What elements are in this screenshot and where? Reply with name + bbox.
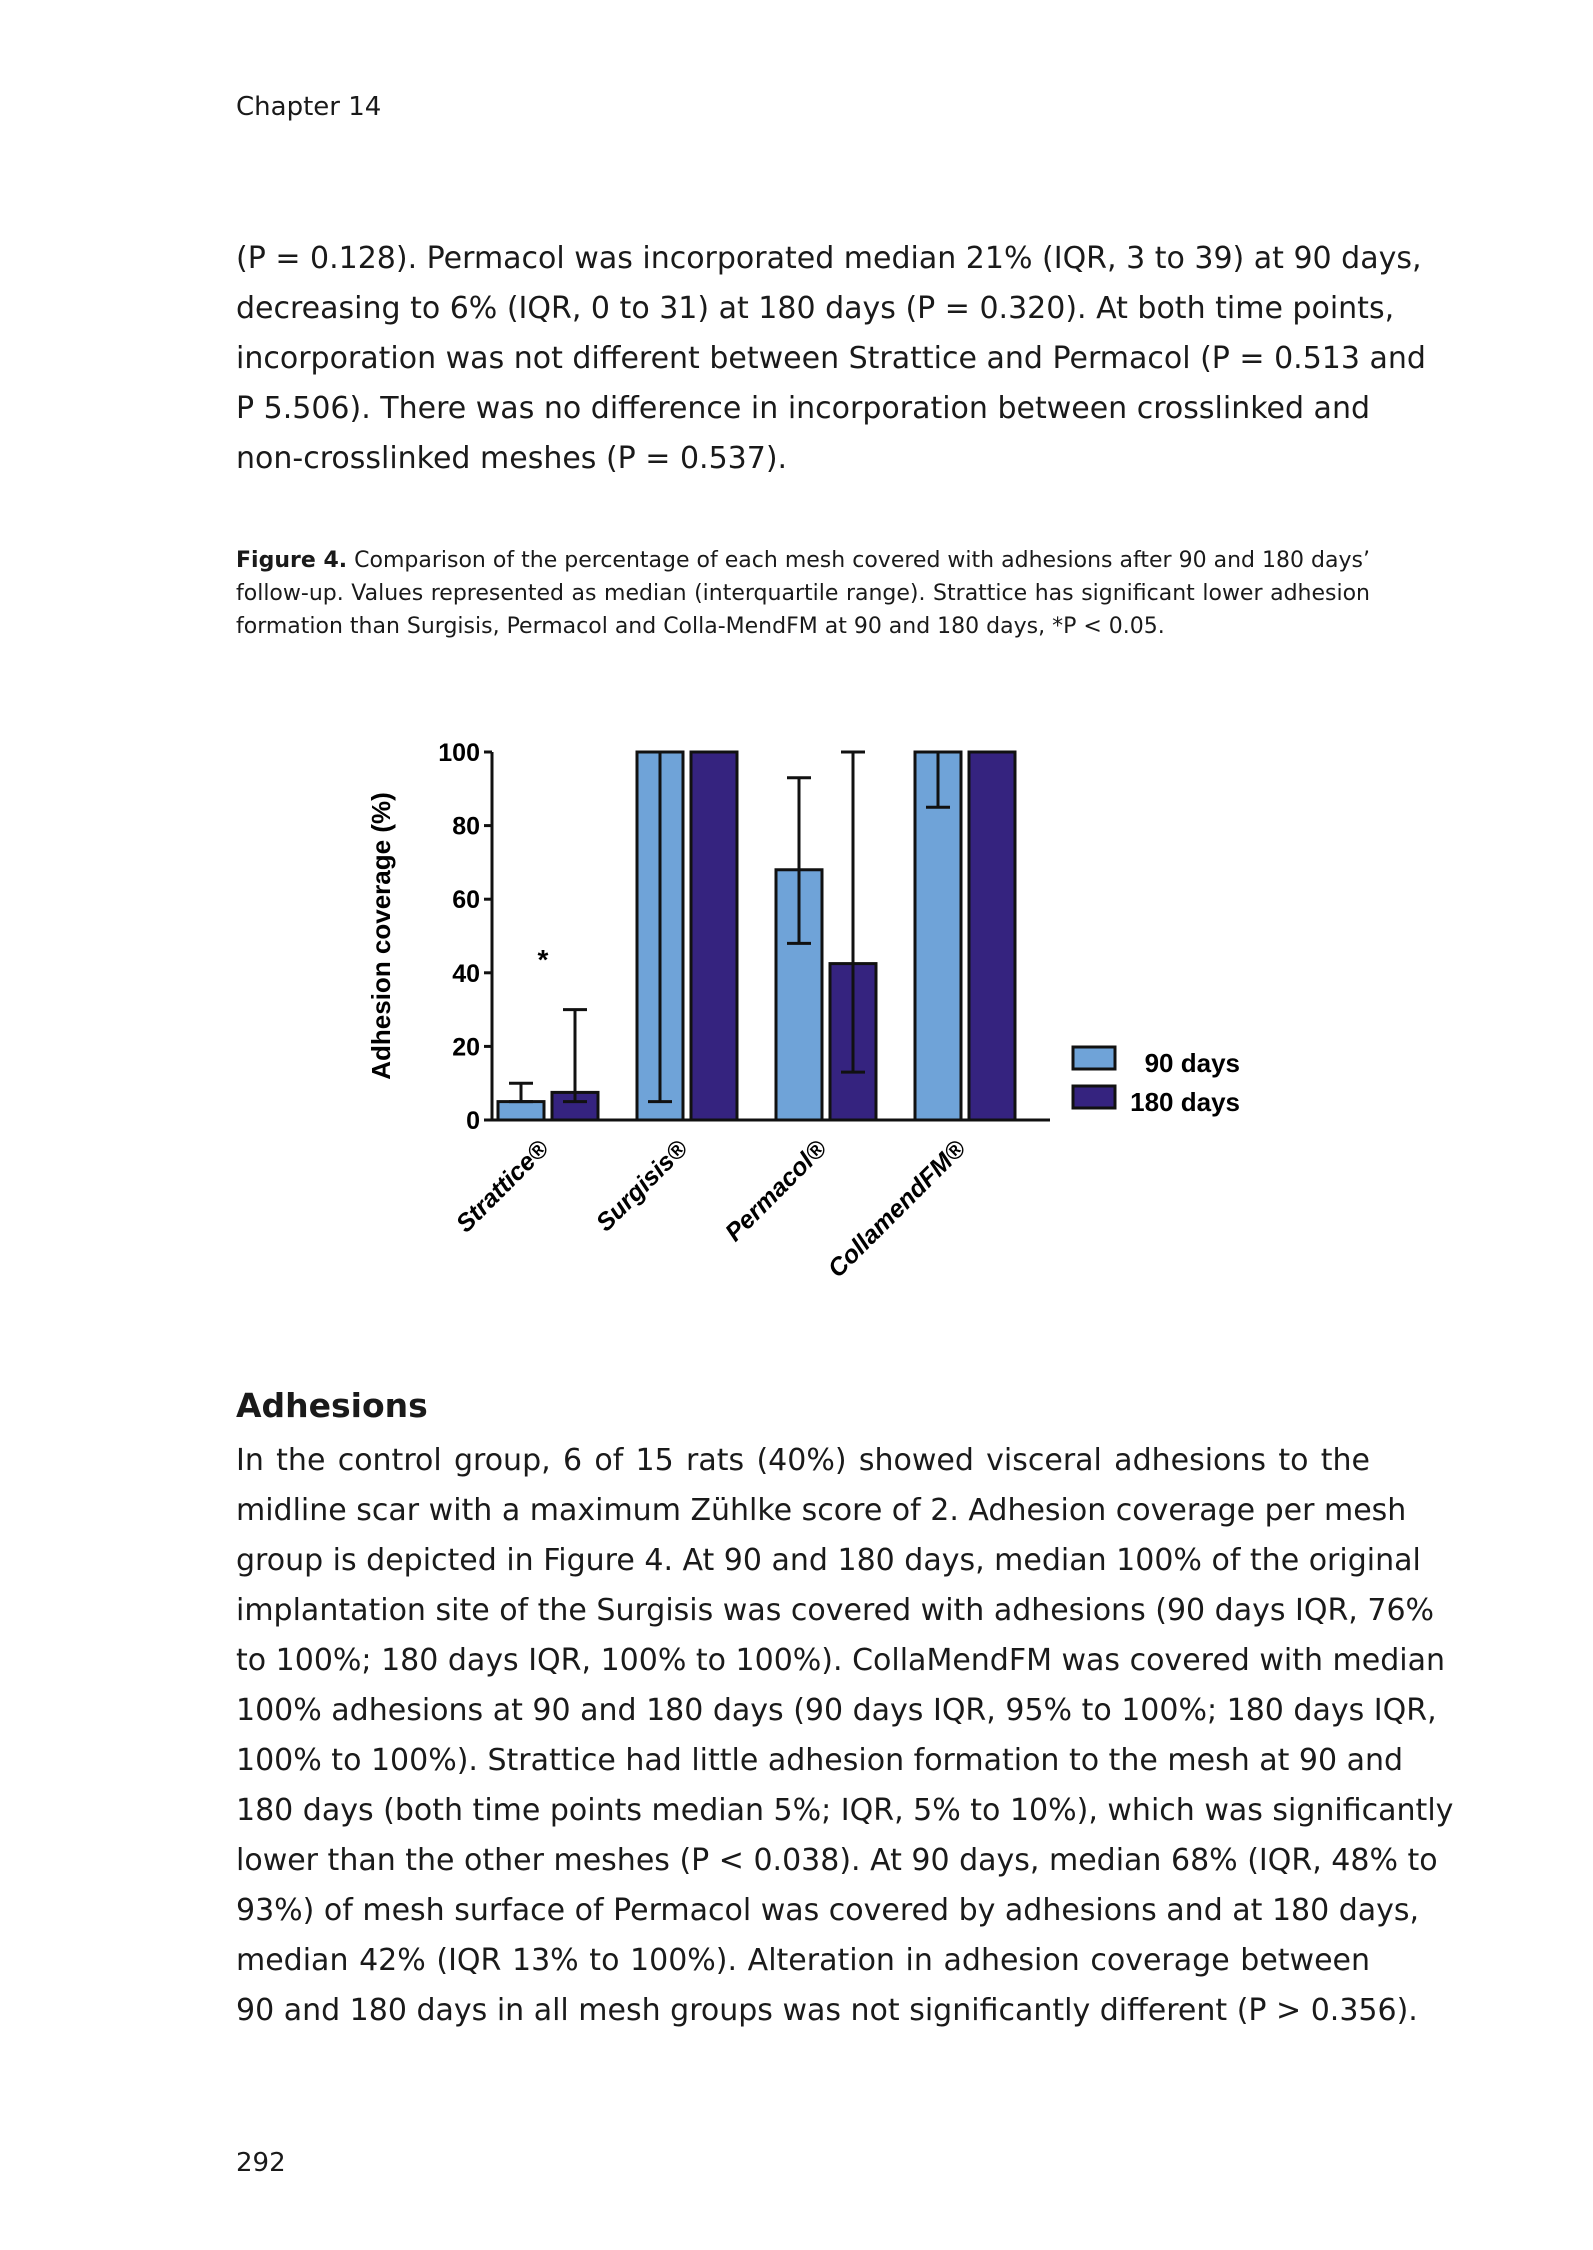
text-line: lower than the other meshes (P < 0.038). At 90 days, median 68% (IQR, 48% to [236,1843,1438,1878]
x-tick-label: CollamendFM® [822,1134,972,1284]
legend-swatch-90-days [1073,1047,1115,1069]
text-line: (P = 0.128). Permacol was incorporated median 21% (IQR, 3 to 39) at 90 days, [236,241,1422,276]
text-line: 90 and 180 days in all mesh groups was not significantly different (P > 0.356). [236,1993,1418,2028]
text-line: P 5.506). There was no difference in incorporation between crosslinked and [236,391,1370,426]
text-line: implantation site of the Surgisis was covered with adhesions (90 days IQR, 76% [236,1593,1435,1628]
text-line: 93%) of mesh surface of Permacol was covered by adhesions and at 180 days, [236,1893,1420,1928]
page-number: 292 [236,2148,286,2178]
body-paragraph-2 [236,1436,1454,2036]
legend-swatch-180-days [1073,1086,1115,1108]
text-line: 100% to 100%). Strattice had little adhesion formation to the mesh at 90 and [236,1743,1404,1778]
bar-180-days [691,752,737,1120]
x-tick-label: Surgisis® [590,1134,694,1238]
significance-asterisk: * [537,944,549,976]
x-tick-label: Strattice® [450,1134,555,1239]
y-tick-label: 100 [438,739,480,767]
text-line: to 100%; 180 days IQR, 100% to 100%). CollaMendFM was covered with median [236,1643,1446,1678]
y-tick-label: 80 [452,812,480,841]
legend [1073,1047,1240,1117]
y-tick-label: 60 [452,886,480,915]
y-tick-label: 0 [466,1107,480,1135]
text-line: non-crosslinked meshes (P = 0.537). [236,441,788,476]
text-line: group is depicted in Figure 4. At 90 and 180 days, median 100% of the original [236,1543,1421,1578]
caption-line: follow-up. Values represented as median (interquartile range). Strattice has significant lower adhesion [236,581,1370,606]
legend-label-180-days: 180 days [1130,1087,1240,1117]
chapter-header: Chapter 14 [236,92,382,122]
text-line: decreasing to 6% (IQR, 0 to 31) at 180 days (P = 0.320). At both time points, [236,291,1395,326]
figure-label: Figure 4. [236,548,348,573]
section-heading: Adhesions [236,1386,428,1425]
y-tick-label: 20 [452,1033,480,1062]
bar-90-days [498,1102,544,1120]
text-line: median 42% (IQR 13% to 100%). Alteration in adhesion coverage between [236,1943,1370,1978]
bar-180-days [969,752,1015,1120]
text-line: incorporation was not different between Strattice and Permacol (P = 0.513 and [236,341,1426,376]
caption-text: Comparison of the percentage of each mesh covered with adhesions after 90 and 180 days’ [354,548,1370,573]
caption-line: formation than Surgisis, Permacol and Colla-MendFM at 90 and 180 days, *P < 0.05. [236,614,1165,639]
legend-label-90-days: 90 days [1144,1048,1240,1078]
text-line: 100% adhesions at 90 and 180 days (90 days IQR, 95% to 100%; 180 days IQR, [236,1693,1437,1728]
y-tick-label: 40 [452,959,480,988]
text-line: In the control group, 6 of 15 rats (40%) showed visceral adhesions to the [236,1443,1370,1478]
y-axis-label: Adhesion coverage (%) [366,792,396,1080]
text-line: midline scar with a maximum Zühlke score of 2. Adhesion coverage per mesh [236,1493,1407,1528]
x-tick-label: Permacol® [719,1134,833,1247]
text-line: 180 days (both time points median 5%; IQR, 5% to 10%), which was significantly [236,1793,1454,1828]
